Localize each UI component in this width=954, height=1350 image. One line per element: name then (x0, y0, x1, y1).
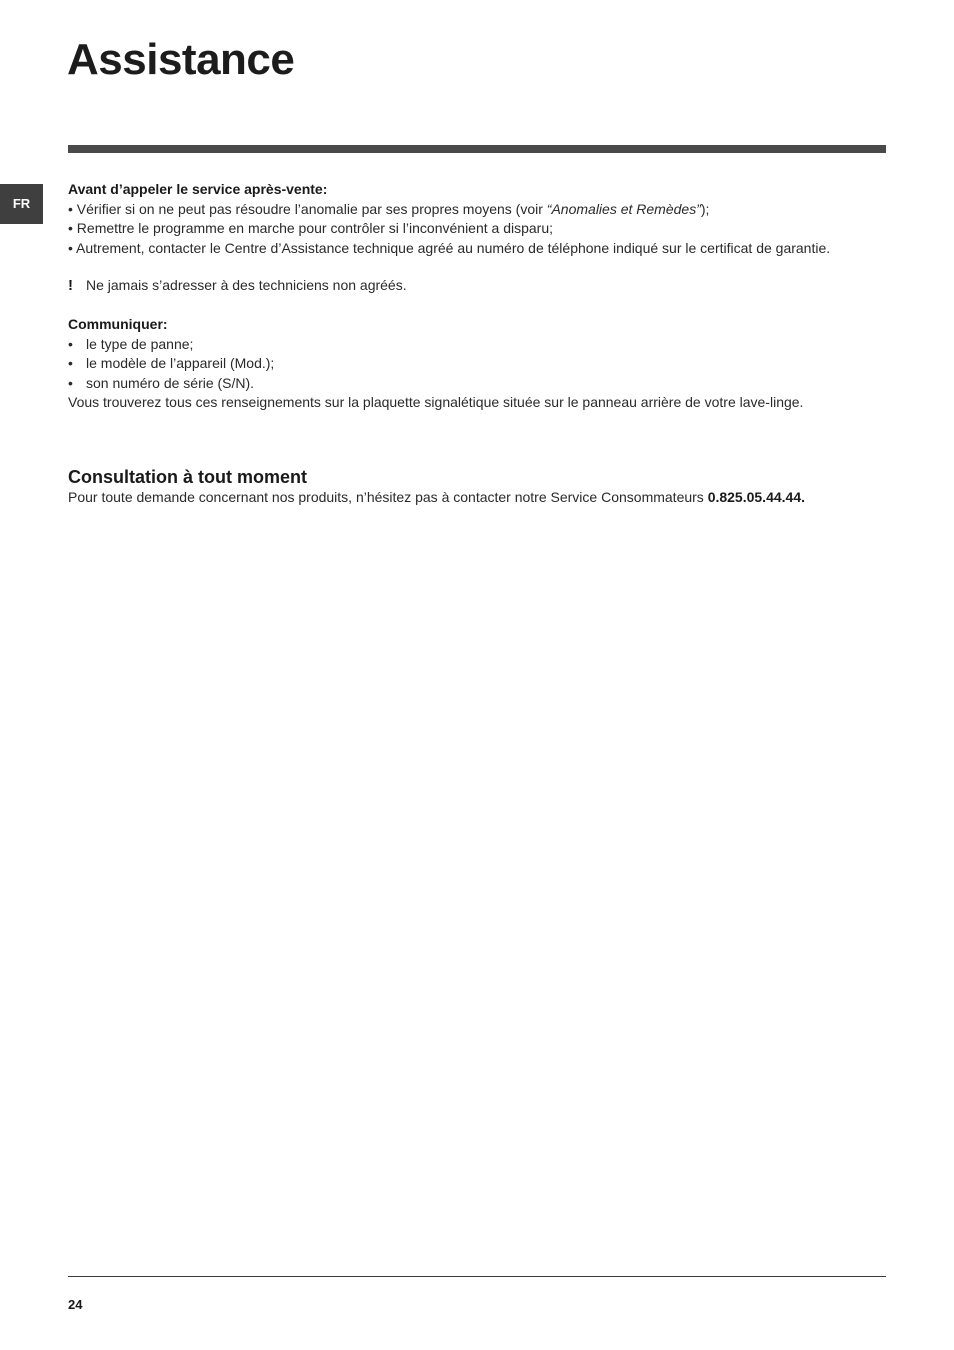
communicate-item-text: son numéro de série (S/N). (86, 374, 255, 391)
communicate-item (68, 354, 886, 374)
before-calling-heading: Avant d’appeler le service après-vente: (68, 181, 328, 197)
communicate-section (68, 315, 886, 413)
title-divider (68, 145, 886, 153)
bullet-icon: • (68, 355, 73, 371)
communicate-item-text: le modèle de l’appareil (Mod.); (86, 355, 275, 371)
warning-icon: ! (68, 277, 73, 294)
consultation-body: Pour toute demande concernant nos produits, n’hésitez pas à contacter notre Service Consommateurs (68, 489, 708, 505)
bullet-icon: • (68, 335, 73, 352)
communicate-item (68, 374, 886, 394)
consultation-text (68, 488, 886, 508)
communicate-item (68, 335, 886, 355)
communicate-heading: Communiquer: (68, 316, 168, 332)
language-tab: FR (0, 184, 43, 224)
warning-text: Ne jamais s’adresser à des techniciens non agréés. (86, 277, 407, 293)
communicate-item-text: le type de panne; (86, 335, 194, 352)
item-1-text: • Vérifier si on ne peut pas résoudre l’anomalie par ses propres moyens (voir (68, 200, 547, 217)
page-number: 24 (68, 1297, 83, 1312)
page-title: Assistance (67, 35, 295, 84)
item-1-reference: “Anomalies et Remèdes” (546, 200, 701, 217)
communicate-note: Vous trouverez tous ces renseignements sur la plaquette signalétique située sur le panneau arrière de votre lave-linge. (68, 394, 804, 410)
before-calling-section (68, 180, 886, 258)
bullet-icon: • (68, 374, 73, 391)
item-1-end: ); (700, 200, 710, 217)
footer-divider (68, 1276, 886, 1277)
consumer-service-phone: 0.825.05.44.44. (707, 489, 805, 505)
before-calling-item-3: • Autrement, contacter le Centre d’Assistance technique agréé au numéro de téléphone indiqué sur le certificat de garantie. (68, 239, 831, 256)
before-calling-item-2: • Remettre le programme en marche pour contrôler si l’inconvénient a disparu; (68, 220, 554, 236)
before-calling-item-1 (68, 200, 886, 220)
consultation-heading: Consultation à tout moment (68, 467, 307, 487)
warning-note (68, 276, 886, 296)
